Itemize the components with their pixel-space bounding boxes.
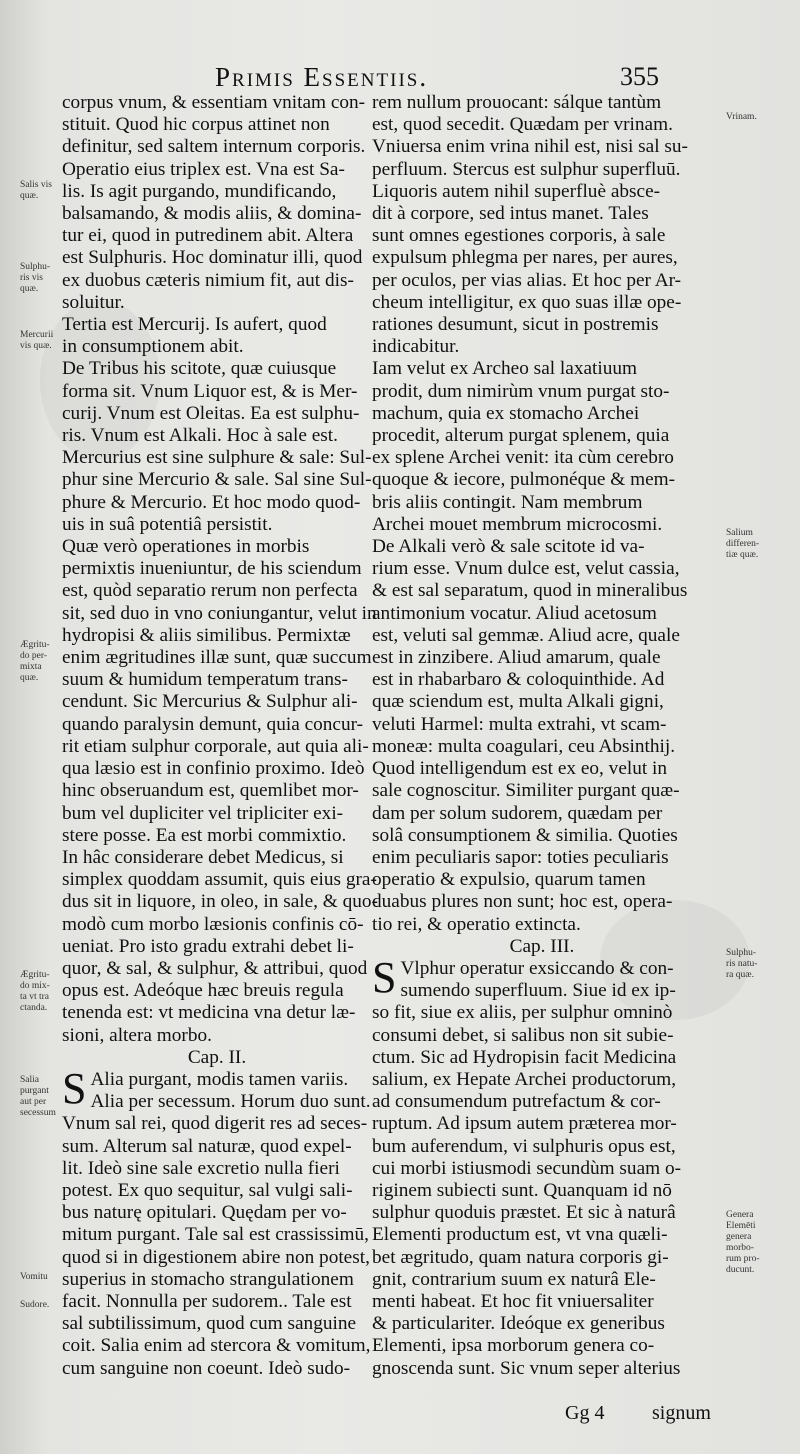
text-line: quando paralysin demunt, quia concur- [62,713,364,735]
text-line: perfluum. Stercus est sulphur superfluū. [372,158,681,180]
text-line: Vnum sal rei, quod digerit res ad seces- [62,1113,368,1135]
left-column [62,92,378,1380]
text-line: bet ægritudo, quam natura corporis gi- [372,1246,669,1268]
text-line: In hâc considerare debet Medicus, si [62,846,344,868]
text-line: De Tribus his scitote, quæ cuiusque [62,358,337,380]
text-line: mitum purgant. Tale sal est crassissimū, [62,1224,369,1246]
text-line: Elementi productum est, vt vna quæli- [372,1224,668,1246]
text-line: Alia per secessum. Horum duo sunt. [90,1091,371,1113]
text-line: per oculos, per vias alias. Et hoc per Ar- [372,269,682,291]
text-line: salium, ex Hepate Archei productorum, [372,1068,677,1090]
text-line: & particulariter. Ideóque ex generibus [372,1313,665,1335]
margin-note-left: Sudore. [20,1300,50,1310]
page-header [0,62,800,96]
margin-note-left: Vomitu [20,1272,48,1282]
text-line: bum auferendum, vi sulphuris opus est, [372,1135,676,1157]
margin-note-left: Salis vis quæ. [20,180,52,201]
text-line: duabus plures non sunt; hoc est, opera- [372,891,673,913]
text-line: est Sulphuris. Hoc dominatur illi, quod [62,247,363,269]
text-line: sit, sed duo in vno coniungantur, velut in [62,602,377,624]
margin-note-right: Vrinam. [726,112,757,122]
text-line: ex duobus cæteris nimium fit, aut dis- [62,269,354,291]
text-line: sunt omnes egestiones corporis, à sale [372,225,666,247]
text-line: Quod intelligendum est ex eo, velut in [372,758,668,780]
text-line: est, veluti sal gemmæ. Aliud acre, quale [372,624,680,646]
text-line: Vlphur operatur exsiccando & con- [400,957,674,979]
text-line: ctum. Sic ad Hydropisin facit Medicina [372,1046,677,1068]
text-line: expulsum phlegma per nares, per aures, [372,247,678,269]
text-line: superius in stomacho strangulationem [62,1268,354,1290]
text-line: modò cum morbo læsionis confinis cō- [62,913,364,935]
text-line: opus est. Adeóque hæc breuis regula [62,980,344,1002]
text-line: menti habeat. Et hoc fit vniuersaliter [372,1290,654,1312]
running-title: Primis Essentiis. [215,62,429,92]
text-line: stituit. Quod hic corpus attinet non [62,114,330,136]
text-line: gnoscenda sunt. Sic vnum seper alterius [372,1357,681,1379]
text-line: Iam velut ex Archeo sal laxatiuum [372,358,638,380]
text-line: stere posse. Ea est morbi commixtio. [62,824,347,846]
text-line: gnit, contrarium suum ex naturâ Ele- [372,1268,656,1290]
text-line: moneæ: multa coagulari, ceu Absinthij. [372,735,676,757]
text-line: sum. Alterum sal naturæ, quod expel- [62,1135,352,1157]
text-line: potest. Ex quo sequitur, sal vulgi sali- [62,1179,353,1201]
text-line: uis in suâ potentiâ persistit. [62,513,273,535]
text-line: ris. Vnum est Alkali. Hoc à sale est. [62,425,338,447]
text-line: bum vel dupliciter vel tripliciter exi- [62,802,344,824]
text-line: est in rhabarbaro & coloquinthide. Ad [372,669,665,691]
text-line: rit etiam sulphur corporale, aut quia ali- [62,735,369,757]
text-line: suum & humidum temperatum trans- [62,669,348,691]
text-line: sumendo superfluum. Siue id ex ip- [400,980,676,1002]
margin-note-left: Ægritu- do per- mixta quæ. [20,640,50,683]
text-line: quor, & sal, & sulphur, & attribui, quod [62,957,368,979]
text-line: Tertia est Mercurij. Is aufert, quod [62,314,327,336]
margin-note-left: Ægritu- do mix- ta vt tra ctanda. [20,970,50,1013]
page-number: 355 [620,62,659,91]
text-line: dam per solum sudorem, quædam per [372,802,663,824]
text-line: bris aliis contingit. Nam membrum [372,491,643,513]
text-line: ex splene Archei venit: ita cùm cerebro [372,447,674,469]
text-line: hinc obseruandum est, quemlibet mor- [62,780,359,802]
text-line: forma sit. Vnum Liquor est, & is Mer- [62,380,358,402]
text-line: antimonium vocatur. Aliud acetosum [372,602,657,624]
text-line: enim peculiaris sapor: toties peculiaris [372,846,669,868]
text-line: De Alkali verò & sale scitote id va- [372,536,645,558]
text-line: sioni, altera morbo. [62,1024,212,1046]
text-line: riginem subiecti sunt. Quanquam id nō [372,1179,672,1201]
text-line: tur ei, quod in putredinem abit. Altera [62,225,354,247]
margin-note-left: Sulphu- ris vis quæ. [20,262,51,294]
text-line: quoque & iecore, pulmonéque & mem- [372,469,676,491]
text-line: qua læsio est in confinio proximo. Ideò [62,758,365,780]
text-line: definitur, sed saltem internum corporis. [62,136,366,158]
text-line: indicabitur. [372,336,460,358]
text-line: enim ægritudines illæ sunt, quæ succum [62,647,372,669]
text-line: coit. Salia enim ad stercora & vomitum, [62,1335,371,1357]
text-line: Mercurius est sine sulphure & sale: Sul- [62,447,372,469]
text-line: rem nullum prouocant: sálque tantùm [372,92,662,113]
text-line: est, quod secedit. Quædam per vrinam. [372,114,673,136]
text-line: hydropisi & aliis similibus. Permixtæ [62,624,351,646]
text-line: quæ sciendum est, multa Alkali gigni, [372,691,664,713]
right-column [372,92,712,1380]
text-line: corpus vnum, & essentiam vnitam con- [62,92,366,113]
margin-note-left: Mercurii vis quæ. [20,330,54,351]
text-line: simplex quoddam assumit, quis eius gra- [62,869,377,891]
text-line: tenenda est: vt medicina vna detur læ- [62,1002,356,1024]
margin-note-left: Salia purgant aut per secessum [20,1075,56,1118]
text-line: sulphur quoduis præstet. Et sic à naturâ [372,1202,676,1224]
text-line: in consumptionem abit. [62,336,244,358]
text-line: sale cognoscitur. Similiter purgant quæ- [372,780,680,802]
text-line: Elementi, ipsa morborum genera co- [372,1335,655,1357]
text-line: phure & Mercurio. Et hoc modo quod- [62,491,361,513]
text-line: prodit, dum nimirùm vnum purgat sto- [372,380,670,402]
text-line: dus sit in liquore, in oleo, in sale, & quo- [62,891,378,913]
drop-cap: S [372,952,397,1002]
text-line: curij. Vnum est Oleitas. Ea est sulphu- [62,402,360,424]
text-line: operatio & expulsio, quarum tamen [372,869,646,891]
signature-mark: Gg 4 [565,1402,605,1424]
catchword: signum [652,1402,711,1424]
text-line: procedit, alterum purgat splenem, quia [372,425,670,447]
text-line: consumi debet, si salibus non sit subie- [372,1024,674,1046]
chapter-heading: Cap. II. [187,1046,247,1068]
margin-note-right: Salium differen- tiæ quæ. [726,528,760,560]
text-line: lit. Ideò sine sale excretio nulla fieri [62,1157,340,1179]
text-line: dit à corpore, sed intus manet. Tales [372,203,649,225]
text-line: lis. Is agit purgando, mundificando, [62,180,337,202]
drop-cap: S [62,1063,87,1113]
text-line: Quæ verò operationes in morbis [62,536,310,558]
text-line: solâ consumptionem & similia. Quoties [372,824,678,846]
margin-note-right: Sulphu- ris natu- ra quæ. [726,948,758,980]
text-line: bus naturę opitulari. Quędam per vo- [62,1202,347,1224]
text-line: machum, quia ex stomacho Archei [372,402,640,424]
text-line: quod si in digestionem abire non potest, [62,1246,370,1268]
text-line: veluti Harmel: multa extrahi, vt scam- [372,713,667,735]
text-line: cheum intelligitur, ex quo suas illæ ope- [372,291,682,313]
text-line: tio rei, & operatio extincta. [372,913,581,935]
text-line: Alia purgant, modis tamen variis. [90,1068,349,1090]
text-line: balsamando, & modis aliis, & domina- [62,203,362,225]
text-line: ad consumendum putrefactum & cor- [372,1091,661,1113]
text-line: Liquoris autem nihil superfluè absce- [372,180,661,202]
text-line: est in zinzibere. Aliud amarum, quale [372,647,661,669]
text-line: facit. Nonnulla per sudorem.. Tale est [62,1290,352,1312]
text-line: sal subtilissimum, quod cum sanguine [62,1313,357,1335]
text-line: soluitur. [62,291,125,313]
text-line: Operatio eius triplex est. Vna est Sa- [62,158,345,180]
text-line: so fit, siue ex aliis, per sulphur omninò [372,1002,673,1024]
text-line: ueniat. Pro isto gradu extrahi debet li- [62,935,354,957]
chapter-heading: Cap. III. [509,935,575,957]
text-line: rationes desumunt, sicut in postremis [372,314,659,336]
text-line: Vniuersa enim vrina nihil est, nisi sal su- [372,136,688,158]
text-line: est, quòd separatio rerum non perfecta [62,580,358,602]
text-line: & est sal separatum, quod in mineralibus [372,580,688,602]
text-line: phur sine Mercurio & sale. Sal sine Sul- [62,469,372,491]
text-line: cum sanguine non coeunt. Ideò sudo- [62,1357,351,1379]
text-line: cendunt. Sic Mercurius & Sulphur ali- [62,691,358,713]
text-line: ruptum. Ad ipsum autem præterea mor- [372,1113,677,1135]
text-line: permixtis inueniuntur, de his sciendum [62,558,362,580]
text-line: Archei mouet membrum microcosmi. [372,513,663,535]
text-line: cui morbi istiusmodi secundùm suam o- [372,1157,682,1179]
text-line: rium esse. Vnum dulce est, velut cassia, [372,558,680,580]
margin-note-right: Genera Elemēti genera morbo- rum pro- ducunt. [726,1210,760,1275]
